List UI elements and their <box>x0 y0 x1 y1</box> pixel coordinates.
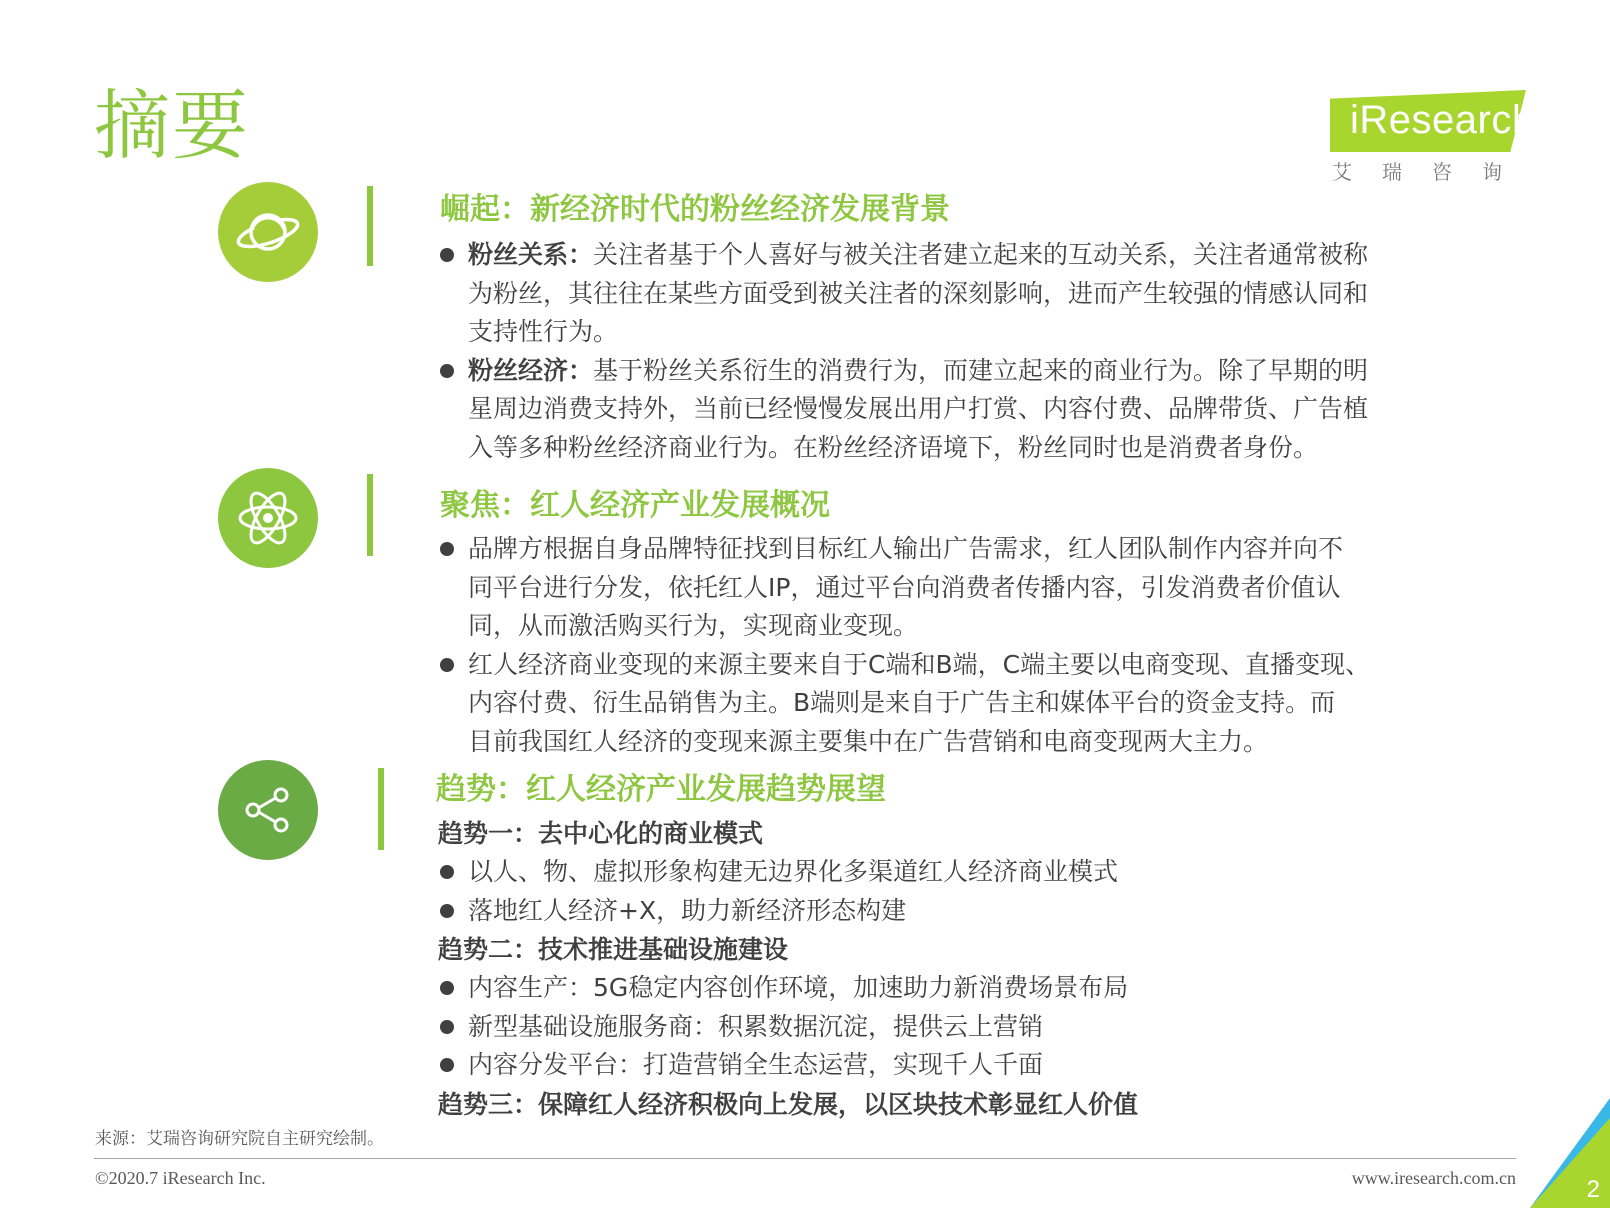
list-item: 内容分发平台：打造营销全生态运营，实现千人千面 <box>438 1046 1438 1085</box>
planet-icon <box>218 182 318 282</box>
list-item: 内容生产：5G稳定内容创作环境，加速助力新消费场景布局 <box>438 969 1438 1008</box>
section-divider-3 <box>378 768 384 850</box>
logo-sub-text: 艾瑞咨询 <box>1332 160 1532 184</box>
section-title-rise: 崛起：新经济时代的粉丝经济发展背景 <box>440 192 950 227</box>
trend-three-head: 趋势三：保障红人经济积极向上发展，以区块技术彰显红人价值 <box>438 1089 1139 1119</box>
share-icon <box>218 760 318 860</box>
section-title-focus: 聚焦：红人经济产业发展概况 <box>440 488 830 523</box>
list-item: 以人、物、虚拟形象构建无边界化多渠道红人经济商业模式 <box>438 853 1438 892</box>
footer-divider <box>94 1158 1516 1159</box>
section-divider-1 <box>367 186 373 266</box>
copyright-text: ©2020.7 iResearch Inc. <box>95 1168 266 1188</box>
list-item: 新型基础设施服务商：积累数据沉淀，提供云上营销 <box>438 1008 1438 1047</box>
iresearch-logo <box>1330 84 1535 184</box>
page-title: 摘要 <box>94 81 250 170</box>
section-body-rise <box>438 236 1438 467</box>
bullet-fan-economy: 粉丝经济：基于粉丝关系衍生的消费行为，而建立起来的商业行为。除了早期的明 星周边消费支持外，当前已经慢慢发展出用户打赏、内容付费、品牌带货、广告植 入等多种粉丝经济商业行为。在粉丝经济语境下，粉丝同时也是消费者身份。 <box>438 352 1438 468</box>
bullet-fan-relation: 粉丝关系：关注者基于个人喜好与被关注者建立起来的互动关系，关注者通常被称 为粉丝，其往往在某些方面受到被关注者的深刻影响，进而产生较强的情感认同和 支持性行为。 <box>438 236 1438 352</box>
bullet-label: 粉丝关系： <box>468 240 594 269</box>
logo-brand-text: iResearch <box>1350 98 1535 142</box>
section-body-focus <box>438 530 1438 761</box>
trend-two-head: 趋势二：技术推进基础设施建设 <box>438 935 789 964</box>
atom-icon <box>218 468 318 568</box>
section-divider-2 <box>367 474 373 556</box>
section-title-trend: 趋势：红人经济产业发展趋势展望 <box>436 772 886 807</box>
bullet-brand-flow: 品牌方根据自身品牌特征找到目标红人输出广告需求，红人团队制作内容并向不 同平台进行分发，依托红人IP，通过平台向消费者传播内容，引发消费者价值认 同，从而激活购买行为，实现商业变现。 <box>438 530 1438 646</box>
section-body-trend <box>438 814 1438 1124</box>
page-number: 2 <box>1586 1176 1600 1203</box>
trend-one-head: 趋势一：去中心化的商业模式 <box>438 819 764 848</box>
website-link[interactable]: www.iresearch.com.cn <box>1351 1168 1516 1188</box>
list-item: 落地红人经济+X，助力新经济形态构建 <box>438 892 1438 931</box>
bullet-label: 粉丝经济： <box>468 355 594 385</box>
source-note: 来源：艾瑞咨询研究院自主研究绘制。 <box>95 1129 384 1149</box>
bullet-monetization: 红人经济商业变现的来源主要来自于C端和B端，C端主要以电商变现、直播变现、 内容付费、衍生品销售为主。B端则是来自于广告主和媒体平台的资金支持。而 目前我国红人经济的变现来源主要集中在广告营销和电商变现两大主力。 <box>438 646 1438 762</box>
